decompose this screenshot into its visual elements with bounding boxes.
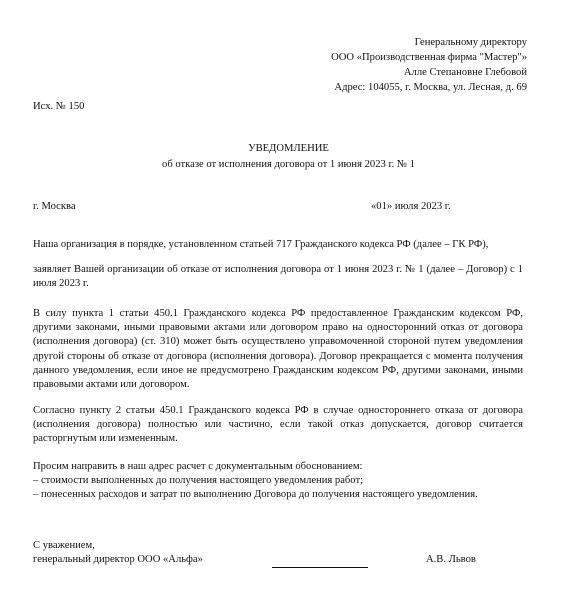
signature-position: генеральный директор ООО «Альфа»	[33, 554, 203, 565]
document-title: УВЕДОМЛЕНИЕ	[248, 143, 329, 154]
addressee-company: ООО «Производственная фирма "Мастер"»	[331, 52, 527, 63]
outgoing-number: Исх. № 150	[33, 101, 85, 112]
addressee-block	[167, 35, 527, 95]
addressee-person: Алле Степановне Глебовой	[403, 67, 527, 78]
paragraph-intro: Наша организация в порядке, установленном статьей 717 Гражданского кодекса РФ (далее – ГК РФ),	[33, 239, 489, 250]
document-date: «01» июля 2023 г.	[371, 201, 451, 212]
paragraph-legal-basis: В силу пункта 1 статьи 450.1 Гражданского кодекса РФ предоставленное Гражданским кодексом РФ, другими законами, иными правовыми актами или договором право на односторонний отказ от договора (исполнения договора) (ст. 310) может быть осуществлено управомоченной стороной путем уведомления другой стороны об отказе от договора (исполнения договора). Договор прекращается с момента получения данного уведомления, если иное не предусмотрено Гражданским кодексом РФ, другими законами, иными правовыми актами или договором.	[33, 308, 523, 391]
request-intro: Просим направить в наш адрес расчет с документальным обоснованием:	[33, 461, 363, 472]
paragraph-request	[33, 460, 523, 503]
paragraph-termination: Согласно пункту 2 статьи 450.1 Гражданского кодекса РФ в случае одностороннего отказа от договора (исполнения договора) полностью или частично, если такой отказ допускается, договор считается расторгнутым или измененным.	[33, 405, 523, 445]
paragraph-statement: заявляет Вашей организации об отказе от исполнения договора от 1 июня 2023 г. № 1 (далее – Договор) с 1 июля 2023 г.	[33, 264, 523, 290]
document-subtitle: об отказе от исполнения договора от 1 июня 2023 г. № 1	[162, 159, 415, 170]
signature-name: А.В. Львов	[426, 554, 476, 565]
request-item: – стоимости выполненных до получения настоящего уведомления работ;	[33, 475, 364, 487]
addressee-title: Генеральному директору	[414, 37, 527, 48]
addressee-address: Адрес: 104055, г. Москва, ул. Лесная, д. 69	[334, 82, 527, 93]
request-item: – понесенных расходов и затрат по выполнению Договора до получения настоящего уведомления.	[33, 489, 478, 501]
signature-line	[272, 567, 368, 568]
signature-closing: С уважением,	[33, 540, 95, 551]
document-place: г. Москва	[33, 201, 76, 212]
